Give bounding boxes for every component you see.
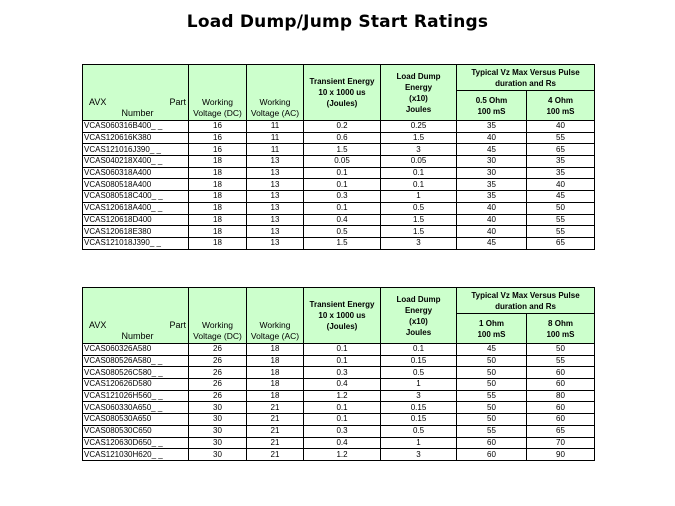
table-row: [83, 202, 595, 214]
cell-working-dc: 18: [189, 237, 247, 249]
cell-vz-b: 55: [527, 214, 595, 226]
cell-working-ac: 18: [247, 355, 304, 367]
cell-working-dc: 26: [189, 344, 247, 356]
header-part-number-label: Number: [121, 331, 154, 341]
header-transient-line2: 10 x 1000 us: [318, 311, 366, 320]
header-working-ac-line2: Voltage (AC): [250, 108, 300, 118]
cell-load-dump-energy: 0.15: [381, 402, 457, 414]
header-vz-a-line1: 1 Ohm: [479, 318, 504, 328]
header-working-dc-line1: Working: [201, 97, 234, 107]
cell-load-dump-energy: 3: [381, 237, 457, 249]
table-row: [83, 226, 595, 238]
cell-working-ac: 13: [247, 156, 304, 168]
cell-vz-b: 55: [527, 132, 595, 144]
cell-load-dump-energy: 3: [381, 449, 457, 461]
cell-part-number: VCAS080518A400: [83, 179, 189, 191]
cell-vz-a: 60: [457, 449, 527, 461]
header-transient-line3: (Joules): [326, 99, 358, 108]
cell-vz-a: 45: [457, 344, 527, 356]
cell-vz-a: 50: [457, 355, 527, 367]
header-vz-a-line2: 100 mS: [477, 329, 506, 339]
cell-vz-b: 65: [527, 237, 595, 249]
cell-working-ac: 13: [247, 167, 304, 179]
table-row: [83, 132, 595, 144]
cell-part-number: VCAS120618D400: [83, 214, 189, 226]
cell-load-dump-energy: 0.15: [381, 414, 457, 426]
table-row: [83, 191, 595, 203]
table-row: [83, 179, 595, 191]
header-part-number: [83, 65, 189, 121]
cell-working-dc: 18: [189, 214, 247, 226]
header-working-ac: [247, 288, 304, 344]
cell-working-dc: 30: [189, 437, 247, 449]
header-loaddump-line3: (x10): [409, 93, 428, 103]
cell-load-dump-energy: 1.5: [381, 214, 457, 226]
cell-part-number: VCAS120618E380: [83, 226, 189, 238]
cell-vz-a: 50: [457, 367, 527, 379]
table-row: [83, 390, 595, 402]
cell-load-dump-energy: 1: [381, 191, 457, 203]
cell-working-ac: 13: [247, 202, 304, 214]
cell-working-dc: 18: [189, 226, 247, 238]
header-part-number-label: Number: [121, 108, 154, 118]
header-part-part: Part: [169, 97, 186, 107]
cell-transient-energy: 0.5: [304, 226, 381, 238]
cell-working-dc: 26: [189, 355, 247, 367]
cell-part-number: VCAS121030H620_ _: [83, 449, 189, 461]
cell-working-dc: 16: [189, 144, 247, 156]
header-vz-b-line2: 100 mS: [546, 329, 575, 339]
header-vz-b-line1: 4 Ohm: [548, 95, 573, 105]
header-vz-b-line2: 100 mS: [546, 106, 575, 116]
cell-part-number: VCAS080530C650: [83, 425, 189, 437]
cell-vz-a: 50: [457, 402, 527, 414]
table-row: [83, 167, 595, 179]
cell-load-dump-energy: 0.05: [381, 156, 457, 168]
cell-load-dump-energy: 1: [381, 379, 457, 391]
cell-vz-b: 55: [527, 355, 595, 367]
cell-vz-a: 55: [457, 390, 527, 402]
header-loaddump-line1: Load Dump: [396, 71, 441, 81]
cell-vz-a: 45: [457, 237, 527, 249]
cell-working-ac: 18: [247, 379, 304, 391]
cell-load-dump-energy: 0.1: [381, 167, 457, 179]
cell-part-number: VCAS080530A650: [83, 414, 189, 426]
header-vz-a: [457, 314, 527, 344]
cell-transient-energy: 0.4: [304, 214, 381, 226]
cell-load-dump-energy: 3: [381, 144, 457, 156]
cell-vz-a: 50: [457, 414, 527, 426]
header-vz-b: [527, 91, 595, 121]
header-vz-a-line2: 100 mS: [477, 106, 506, 116]
cell-working-ac: 11: [247, 132, 304, 144]
cell-working-dc: 18: [189, 167, 247, 179]
header-load-dump: [381, 288, 457, 344]
cell-part-number: VCAS120618A400_ _: [83, 202, 189, 214]
cell-vz-a: 30: [457, 156, 527, 168]
header-vz-b: [527, 314, 595, 344]
cell-part-number: VCAS080518C400_ _: [83, 191, 189, 203]
cell-working-dc: 26: [189, 379, 247, 391]
header-part-number: [83, 288, 189, 344]
header-loaddump-line1: Load Dump: [396, 294, 441, 304]
cell-part-number: VCAS120616K380: [83, 132, 189, 144]
cell-transient-energy: 0.4: [304, 437, 381, 449]
cell-working-dc: 26: [189, 367, 247, 379]
cell-vz-a: 35: [457, 121, 527, 133]
header-vz-group-line2: duration and Rs: [495, 78, 556, 88]
cell-working-ac: 21: [247, 449, 304, 461]
header-transient-line2: 10 x 1000 us: [318, 88, 366, 97]
cell-vz-b: 65: [527, 144, 595, 156]
cell-working-dc: 18: [189, 191, 247, 203]
cell-part-number: VCAS060318A400: [83, 167, 189, 179]
cell-transient-energy: 0.1: [304, 179, 381, 191]
cell-transient-energy: 0.1: [304, 355, 381, 367]
cell-vz-a: 40: [457, 226, 527, 238]
header-vz-b-line1: 8 Ohm: [548, 318, 573, 328]
cell-working-dc: 26: [189, 390, 247, 402]
header-working-ac: [247, 65, 304, 121]
cell-working-dc: 18: [189, 179, 247, 191]
cell-vz-a: 40: [457, 214, 527, 226]
cell-transient-energy: 0.3: [304, 367, 381, 379]
cell-vz-a: 40: [457, 202, 527, 214]
cell-vz-a: 45: [457, 144, 527, 156]
cell-working-ac: 18: [247, 344, 304, 356]
cell-transient-energy: 1.5: [304, 144, 381, 156]
cell-working-dc: 30: [189, 414, 247, 426]
table-row: [83, 355, 595, 367]
cell-vz-a: 60: [457, 437, 527, 449]
header-transient-line1: Transient Energy: [309, 77, 375, 86]
table-row: [83, 237, 595, 249]
table-row: [83, 379, 595, 391]
cell-working-ac: 13: [247, 226, 304, 238]
header-vz-group: [457, 288, 595, 314]
cell-transient-energy: 1.2: [304, 390, 381, 402]
cell-load-dump-energy: 0.5: [381, 367, 457, 379]
cell-load-dump-energy: 0.1: [381, 179, 457, 191]
cell-transient-energy: 0.4: [304, 379, 381, 391]
header-transient-line3: (Joules): [326, 322, 358, 331]
cell-load-dump-energy: 1: [381, 437, 457, 449]
header-vz-group-line2: duration and Rs: [495, 301, 556, 311]
header-load-dump: [381, 65, 457, 121]
header-part-avx: AVX: [89, 97, 107, 107]
table-row: [83, 414, 595, 426]
header-vz-a: [457, 91, 527, 121]
header-transient-energy: [304, 65, 381, 121]
cell-vz-a: 35: [457, 191, 527, 203]
cell-vz-b: 70: [527, 437, 595, 449]
cell-transient-energy: 0.05: [304, 156, 381, 168]
cell-vz-a: 55: [457, 425, 527, 437]
header-transient-energy: [304, 288, 381, 344]
header-part-part: Part: [169, 320, 186, 330]
table-row: [83, 449, 595, 461]
cell-working-ac: 21: [247, 425, 304, 437]
cell-working-ac: 13: [247, 237, 304, 249]
cell-load-dump-energy: 0.5: [381, 202, 457, 214]
cell-vz-b: 40: [527, 179, 595, 191]
cell-working-ac: 21: [247, 414, 304, 426]
cell-part-number: VCAS040218X400_ _: [83, 156, 189, 168]
cell-part-number: VCAS080526A580_ _: [83, 355, 189, 367]
header-working-dc-line2: Voltage (DC): [193, 108, 242, 118]
table-row: [83, 425, 595, 437]
cell-part-number: VCAS060326A580: [83, 344, 189, 356]
cell-vz-b: 35: [527, 167, 595, 179]
cell-vz-b: 50: [527, 344, 595, 356]
cell-part-number: VCAS120630D650_ _: [83, 437, 189, 449]
header-vz-group-line1: Typical Vz Max Versus Pulse: [471, 67, 580, 77]
cell-vz-b: 80: [527, 390, 595, 402]
header-loaddump-line2: Energy: [404, 305, 433, 315]
cell-transient-energy: 0.1: [304, 167, 381, 179]
table-row: [83, 344, 595, 356]
cell-working-dc: 16: [189, 121, 247, 133]
cell-working-dc: 16: [189, 132, 247, 144]
cell-load-dump-energy: 0.5: [381, 425, 457, 437]
ratings-table-2: [82, 287, 595, 461]
cell-load-dump-energy: 0.25: [381, 121, 457, 133]
cell-transient-energy: 1.5: [304, 237, 381, 249]
header-working-dc-line1: Working: [201, 320, 234, 330]
table-row: [83, 156, 595, 168]
cell-load-dump-energy: 3: [381, 390, 457, 402]
cell-working-ac: 21: [247, 402, 304, 414]
cell-working-ac: 21: [247, 437, 304, 449]
header-transient-line1: Transient Energy: [309, 300, 375, 309]
cell-vz-b: 40: [527, 121, 595, 133]
cell-part-number: VCAS060316B400_ _: [83, 121, 189, 133]
cell-working-ac: 13: [247, 179, 304, 191]
cell-working-ac: 18: [247, 367, 304, 379]
cell-vz-b: 90: [527, 449, 595, 461]
cell-vz-a: 35: [457, 179, 527, 191]
cell-working-dc: 30: [189, 402, 247, 414]
table-row: [83, 402, 595, 414]
cell-load-dump-energy: 0.15: [381, 355, 457, 367]
cell-vz-b: 60: [527, 402, 595, 414]
header-vz-group-line1: Typical Vz Max Versus Pulse: [471, 290, 580, 300]
header-loaddump-line3: (x10): [409, 316, 428, 326]
cell-vz-b: 55: [527, 226, 595, 238]
cell-working-ac: 11: [247, 144, 304, 156]
header-working-dc: [189, 288, 247, 344]
table-row: [83, 144, 595, 156]
cell-working-dc: 30: [189, 449, 247, 461]
header-working-dc-line2: Voltage (DC): [193, 331, 242, 341]
cell-vz-b: 50: [527, 202, 595, 214]
cell-load-dump-energy: 1.5: [381, 132, 457, 144]
cell-working-dc: 18: [189, 156, 247, 168]
cell-transient-energy: 0.1: [304, 202, 381, 214]
header-loaddump-line2: Energy: [404, 82, 433, 92]
cell-part-number: VCAS121016J390_ _: [83, 144, 189, 156]
table-row: [83, 214, 595, 226]
cell-vz-b: 60: [527, 367, 595, 379]
cell-transient-energy: 0.3: [304, 425, 381, 437]
header-working-ac-line2: Voltage (AC): [250, 331, 300, 341]
cell-load-dump-energy: 0.1: [381, 344, 457, 356]
cell-transient-energy: 0.1: [304, 344, 381, 356]
cell-vz-b: 65: [527, 425, 595, 437]
cell-load-dump-energy: 1.5: [381, 226, 457, 238]
header-working-ac-line1: Working: [259, 97, 291, 107]
page-title: Load Dump/Jump Start Ratings: [186, 12, 489, 32]
header-working-dc: [189, 65, 247, 121]
cell-vz-a: 50: [457, 379, 527, 391]
cell-part-number: VCAS121026H560_ _: [83, 390, 189, 402]
table-row: [83, 437, 595, 449]
cell-working-dc: 30: [189, 425, 247, 437]
cell-transient-energy: 0.6: [304, 132, 381, 144]
cell-part-number: VCAS121018J390_ _: [83, 237, 189, 249]
cell-vz-a: 40: [457, 132, 527, 144]
cell-working-dc: 18: [189, 202, 247, 214]
header-part-avx: AVX: [89, 320, 107, 330]
cell-transient-energy: 0.2: [304, 121, 381, 133]
cell-working-ac: 18: [247, 390, 304, 402]
cell-transient-energy: 0.1: [304, 414, 381, 426]
cell-vz-b: 35: [527, 156, 595, 168]
cell-vz-b: 45: [527, 191, 595, 203]
cell-vz-b: 60: [527, 379, 595, 391]
cell-working-ac: 11: [247, 121, 304, 133]
header-loaddump-line4: Joules: [405, 104, 432, 114]
header-vz-group: [457, 65, 595, 91]
table-row: [83, 367, 595, 379]
cell-working-ac: 13: [247, 214, 304, 226]
cell-part-number: VCAS060330A650_ _: [83, 402, 189, 414]
cell-part-number: VCAS080526C580_ _: [83, 367, 189, 379]
cell-part-number: VCAS120626D580: [83, 379, 189, 391]
cell-transient-energy: 1.2: [304, 449, 381, 461]
table-row: [83, 121, 595, 133]
cell-transient-energy: 0.3: [304, 191, 381, 203]
cell-working-ac: 13: [247, 191, 304, 203]
ratings-table-1: [82, 64, 595, 250]
cell-vz-b: 60: [527, 414, 595, 426]
cell-vz-a: 30: [457, 167, 527, 179]
header-vz-a-line1: 0.5 Ohm: [475, 95, 508, 105]
header-loaddump-line4: Joules: [405, 327, 432, 337]
header-working-ac-line1: Working: [259, 320, 291, 330]
cell-transient-energy: 0.1: [304, 402, 381, 414]
